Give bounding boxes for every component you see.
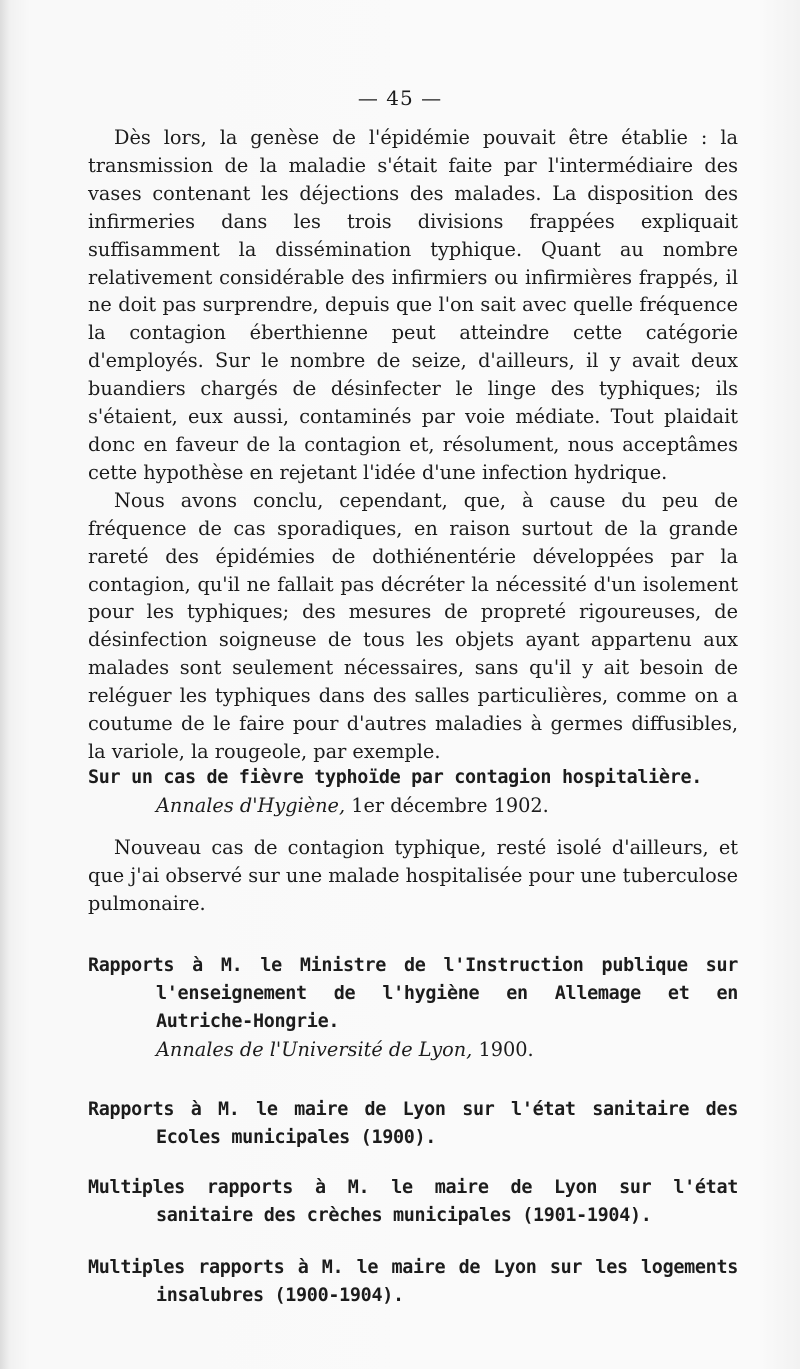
entry-source (88, 792, 738, 820)
publication-entry-4 (88, 1174, 738, 1230)
entry-journal: Annales de l'Université de Lyon, (156, 1038, 473, 1061)
entry-source (88, 1036, 738, 1064)
entry-title: Multiples rapports à M. le maire de Lyon sur les logements insalubres (1900-1904). (88, 1257, 738, 1306)
publication-list (88, 764, 738, 1310)
page-number: — 45 — (357, 86, 443, 110)
paragraph-1: Dès lors, la genèse de l'épidémie pouvait être établie : la transmission de la maladie s'était faite par l'intermédiaire des vases contenant les déjections des malades. La disposition des infirmeries dans les trois divisions frappées expliquait suffisamment la dissémination typhique. Quant au nombre relativement considérable des infirmiers ou infirmières frappés, il ne doit pas surprendre, depuis que l'on sait avec quelle fréquence la contagion éberthienne peut atteindre cette catégorie d'employés. Sur le nombre de seize, d'ailleurs, il y avait deux buandiers chargés de désinfecter le linge des typhiques; ils s'étaient, eux aussi, contaminés par voie médiate. Tout plaidait donc en faveur de la contagion et, résolument, nous acceptâmes cette hypothèse en rejetant l'idée d'une infection hydrique. (88, 126, 738, 484)
publication-entry-2 (88, 952, 738, 1064)
publication-entry-1 (88, 764, 738, 918)
entry-title: Multiples rapports à M. le maire de Lyon sur l'état sanitaire des crèches municipales (1901-1904). (88, 1177, 738, 1226)
body-text (88, 124, 738, 766)
entry-date: 1900. (478, 1038, 534, 1061)
entry-title: Rapports à M. le maire de Lyon sur l'état sanitaire des Ecoles municipales (1900). (88, 1099, 738, 1148)
publication-entry-5 (88, 1254, 738, 1310)
publication-entry-3 (88, 1096, 738, 1152)
entry-note: Nouveau cas de contagion typhique, resté isolé d'ailleurs, et que j'ai observé sur une malade hospitalisée pour une tuberculose pulmonaire. (88, 836, 739, 915)
entry-journal: Annales d'Hygiène, (156, 794, 346, 817)
entry-date: 1er décembre 1902. (351, 794, 549, 817)
paragraph-2: Nous avons conclu, cependant, que, à cause du peu de fréquence de cas sporadiques, en raison surtout de la grande rareté des épidémies de dothiénentérie développées par la contagion, qu'il ne fallait pas décréter la nécessité d'un isolement pour les typhiques; des mesures de propreté rigoureuses, de désinfection soigneuse de tous les objets ayant appartenu aux malades sont seulement nécessaires, sans qu'il y ait besoin de reléguer les typhiques dans des salles particulières, comme on a coutume de le faire pour d'autres maladies à germes diffusibles, la variole, la rougeole, par exemple. (88, 488, 738, 763)
entry-title: Sur un cas de fièvre typhoïde par contagion hospitalière. (88, 767, 703, 788)
entry-title: Rapports à M. le Ministre de l'Instruction publique sur l'enseignement de l'hygiène en Allemage et en Autriche-Hongrie. (88, 955, 738, 1032)
